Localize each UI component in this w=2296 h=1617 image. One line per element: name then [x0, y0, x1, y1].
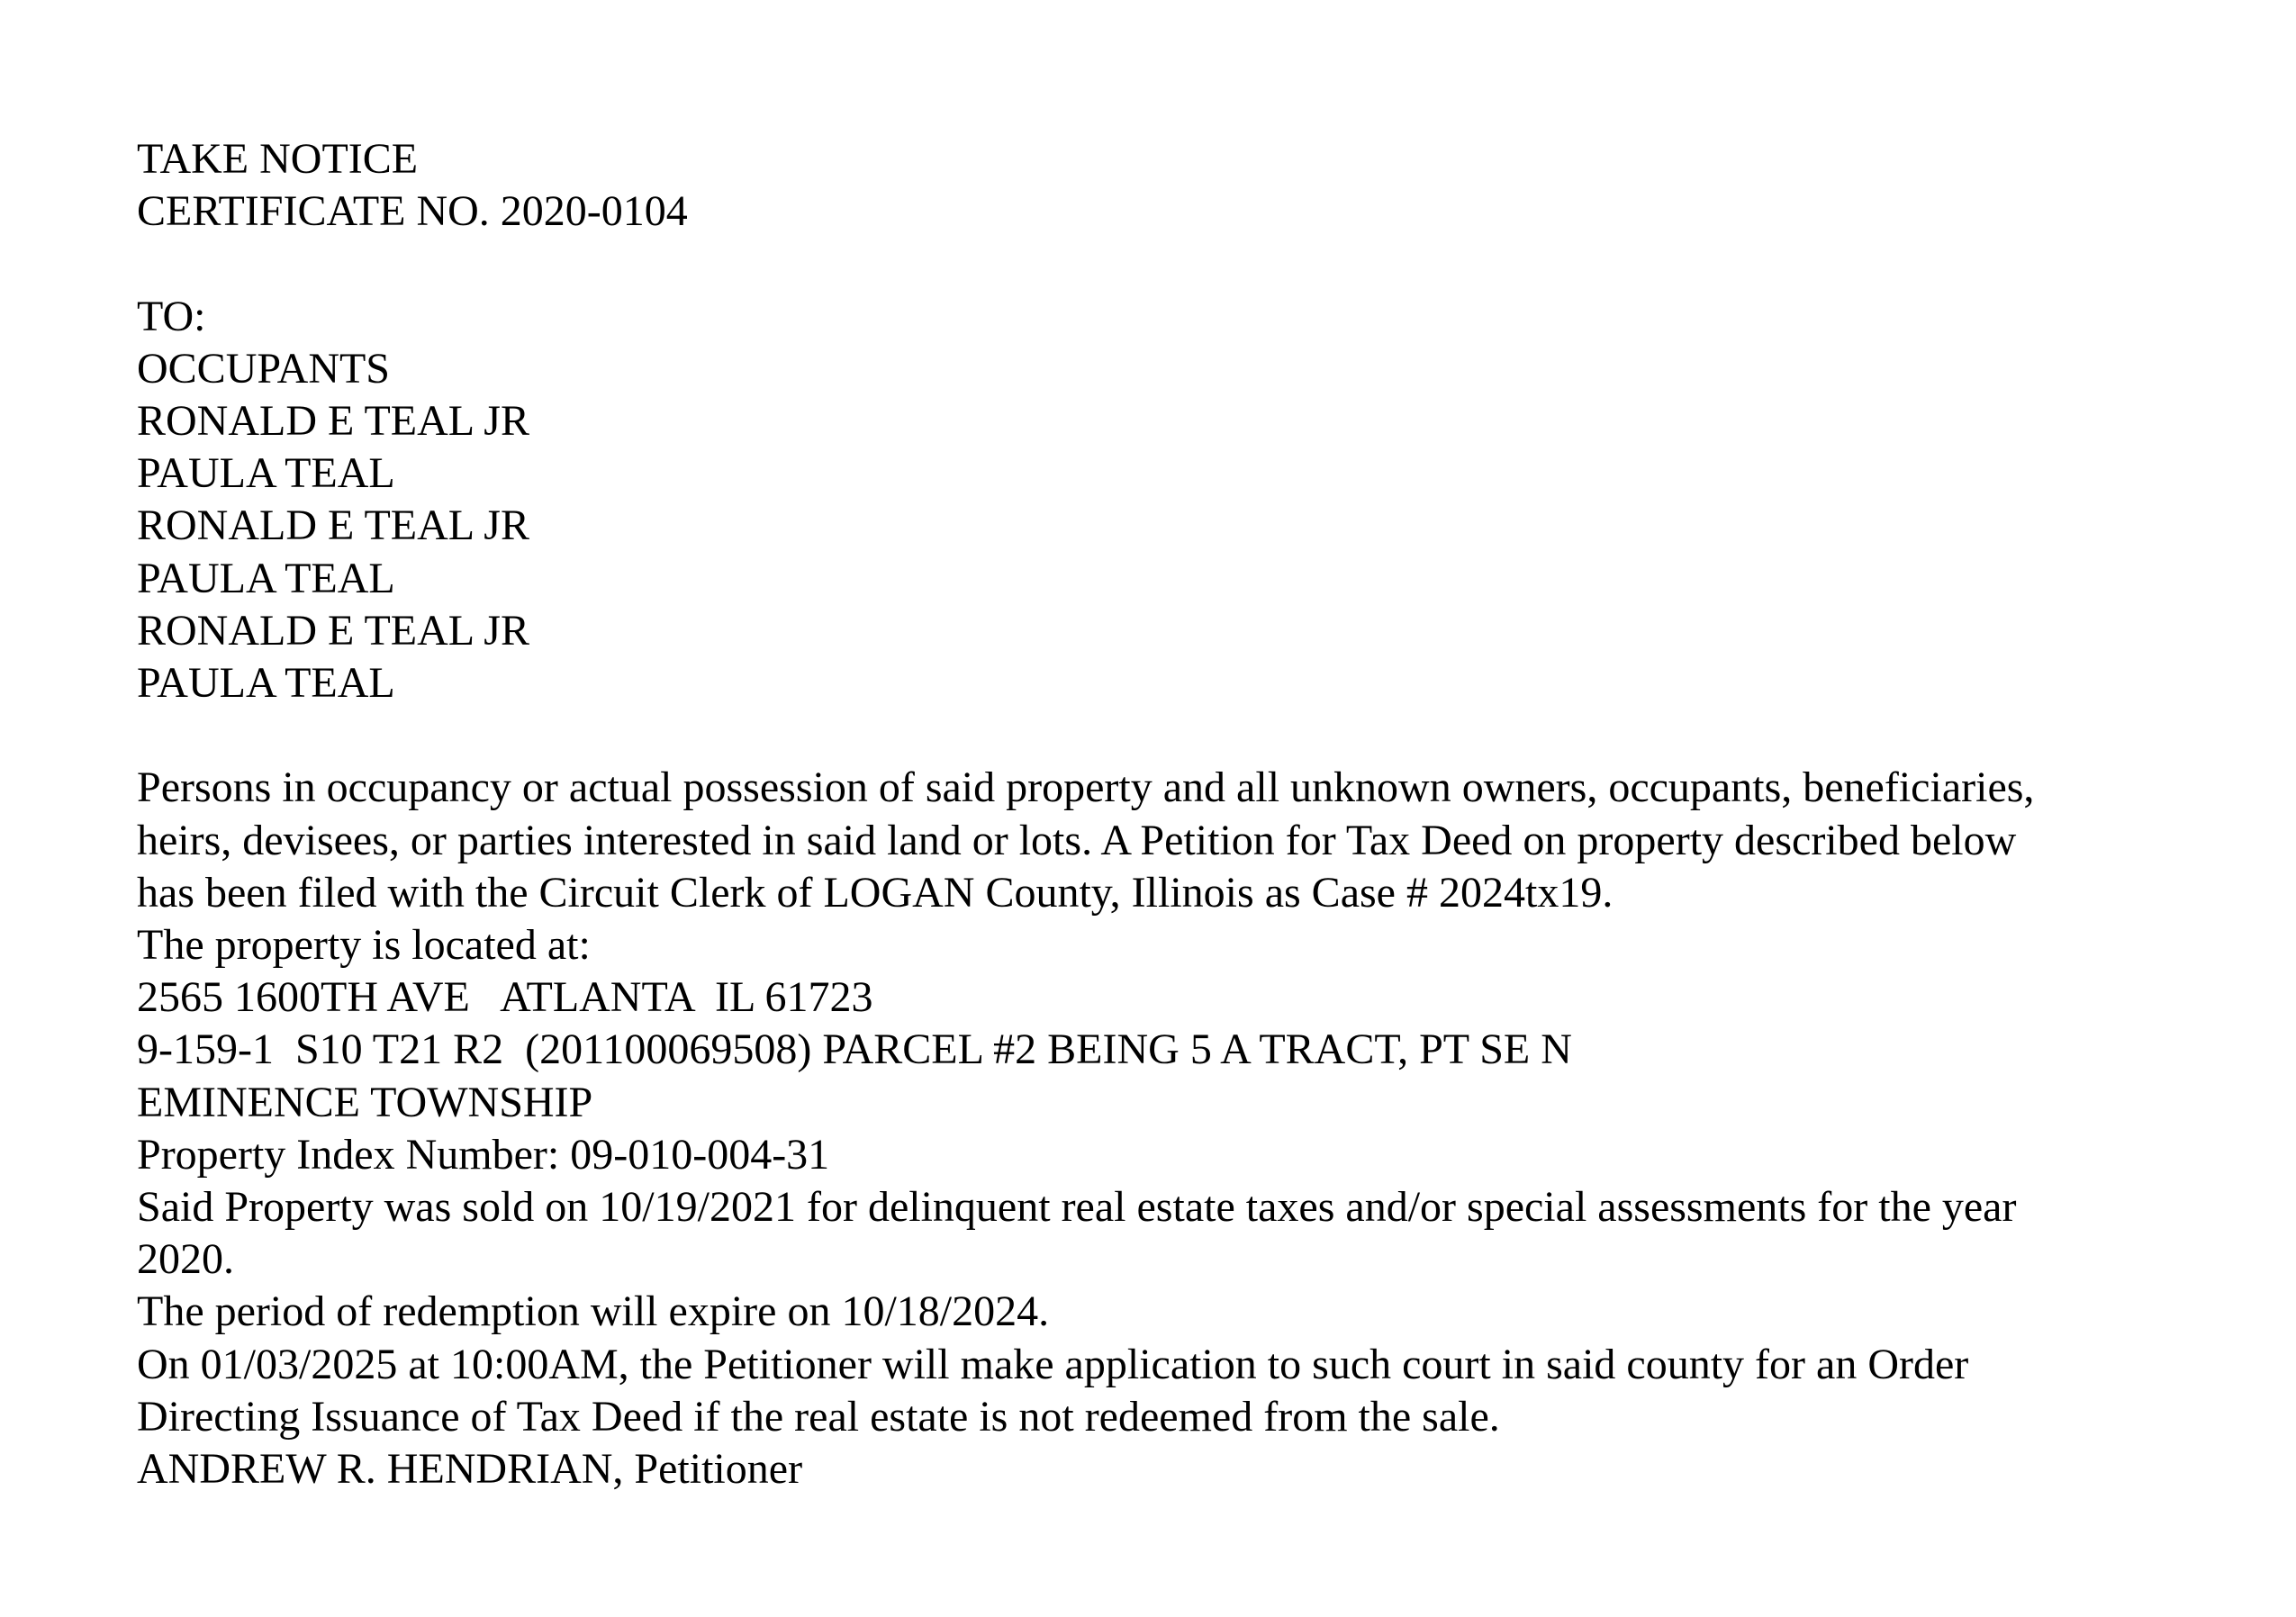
recipient-name: PAULA TEAL: [137, 659, 395, 708]
tax-deed-notice: [137, 133, 2172, 1495]
recipient-name: RONALD E TEAL JR: [137, 606, 529, 655]
spacer: [137, 709, 2172, 762]
spacer: [137, 238, 2172, 290]
location-label: The property is located at:: [137, 921, 591, 970]
petition-text-line: has been filed with the Circuit Clerk of LOGAN County, Illinois as Case # 2024tx19.: [137, 868, 1614, 917]
redemption-expiry: The period of redemption will expire on 10/18/2024.: [137, 1287, 1050, 1336]
property-address: 2565 1600TH AVE ATLANTA IL 61723: [137, 973, 873, 1022]
recipient-name: PAULA TEAL: [137, 554, 395, 602]
petitioner-signature: ANDREW R. HENDRIAN, Petitioner: [137, 1445, 803, 1494]
sale-text-line: 2020.: [137, 1235, 234, 1284]
recipient-name: OCCUPANTS: [137, 344, 390, 393]
recipient-name: RONALD E TEAL JR: [137, 397, 529, 445]
township: EMINENCE TOWNSHIP: [137, 1078, 593, 1126]
petition-text-line: Persons in occupancy or actual possession of said property and all unknown owners, occupants, beneficiaries,: [137, 763, 2035, 812]
certificate-number: CERTIFICATE NO. 2020-0104: [137, 187, 688, 236]
property-index-number: Property Index Number: 09-010-004-31: [137, 1130, 830, 1179]
sale-text-line: Said Property was sold on 10/19/2021 for delinquent real estate taxes and/or special assessments for the year: [137, 1183, 2017, 1232]
recipients-label: TO:: [137, 292, 206, 340]
application-text-line: On 01/03/2025 at 10:00AM, the Petitioner will make application to such court in said county for an Order: [137, 1340, 1969, 1388]
legal-description: 9-159-1 S10 T21 R2 (201100069508) PARCEL #2 BEING 5 A TRACT, PT SE N: [137, 1025, 1572, 1074]
recipient-name: PAULA TEAL: [137, 449, 395, 498]
recipient-name: RONALD E TEAL JR: [137, 501, 529, 550]
notice-title: TAKE NOTICE: [137, 135, 419, 183]
petition-text-line: heirs, devisees, or parties interested in said land or lots. A Petition for Tax Deed on property described below: [137, 816, 2017, 864]
application-text-line: Directing Issuance of Tax Deed if the real estate is not redeemed from the sale.: [137, 1392, 1500, 1441]
